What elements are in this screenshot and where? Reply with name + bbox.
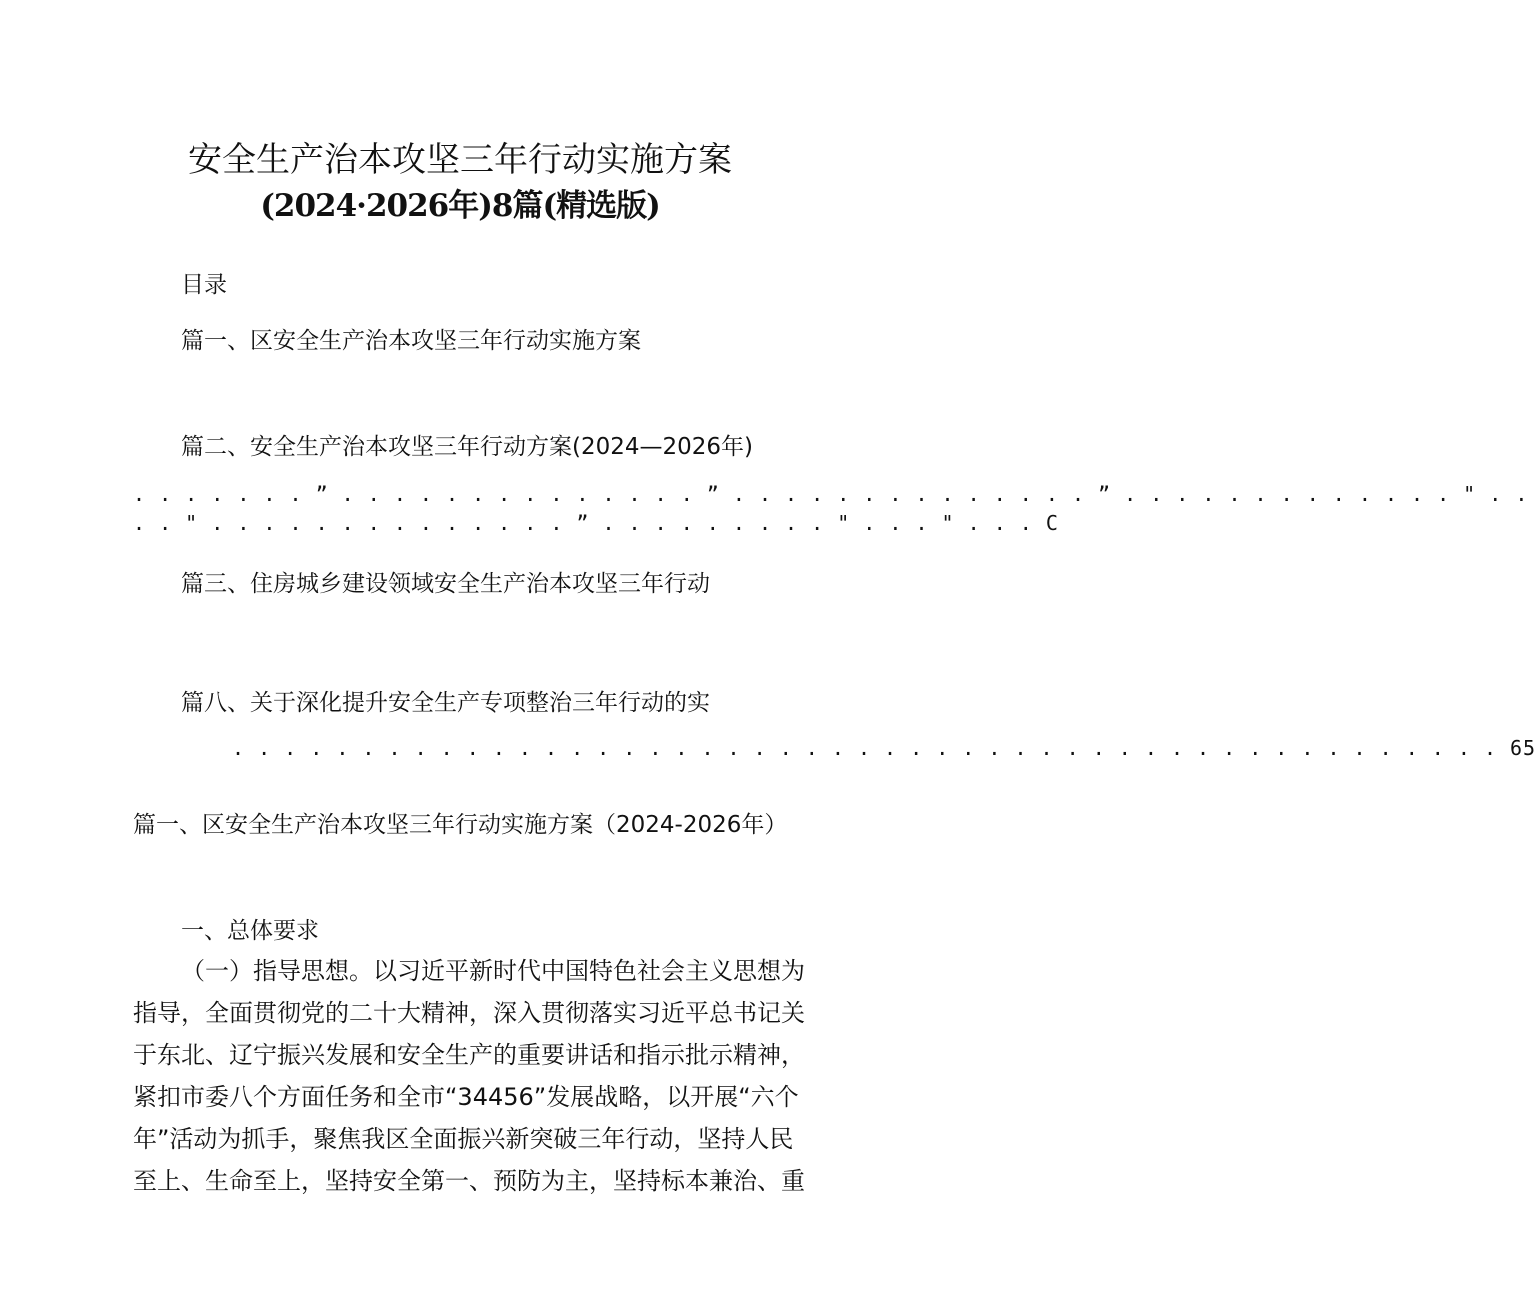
- toc-item-3[interactable]: 篇三、住房城乡建设领域安全生产治本攻坚三年行动: [181, 571, 710, 597]
- section-subheading: 一、总体要求: [181, 918, 319, 944]
- paragraph-line: 紧扣市委八个方面任务和全市“34456”发展战略，以开展“六个: [133, 1083, 799, 1111]
- toc-leader-dots-page-number: . . . . . . . . . . . . . . . . . . . . . . . . . . . . . . . . . . . . . . . . . . . . . . . . . 65: [232, 736, 1536, 760]
- toc-heading: 目录: [181, 272, 227, 298]
- toc-item-2[interactable]: 篇二、安全生产治本攻坚三年行动方案(2024—2026年): [181, 434, 754, 460]
- paragraph-line: 指导，全面贯彻党的二十大精神，深入贯彻落实习近平总书记关: [133, 999, 805, 1027]
- toc-leader-dots: . . " . . . . . . . . . . . . . . ” . . . . . . . . . " . . . " . . . C: [133, 511, 1059, 535]
- toc-item-1[interactable]: 篇一、区安全生产治本攻坚三年行动实施方案: [181, 328, 641, 354]
- paragraph-line: 至上、生命至上，坚持安全第一、预防为主，坚持标本兼治、重: [133, 1167, 805, 1195]
- section-title: 篇一、区安全生产治本攻坚三年行动实施方案（2024-2026年）: [133, 812, 788, 838]
- paragraph-line: 于东北、辽宁振兴发展和安全生产的重要讲话和指示批示精神，: [133, 1041, 805, 1069]
- paragraph-line: 年”活动为抓手，聚焦我区全面振兴新突破三年行动，坚持人民: [133, 1125, 794, 1153]
- paragraph-line: （一）指导思想。以习近平新时代中国特色社会主义思想为: [181, 957, 805, 985]
- toc-item-8[interactable]: 篇八、关于深化提升安全生产专项整治三年行动的实: [181, 690, 710, 716]
- body-paragraph: [133, 950, 805, 1202]
- toc-leader-dots: . . . . . . . ” . . . . . . . . . . . . . . ” . . . . . . . . . . . . . . ” . . . . . . . . . . . . . " . .: [133, 482, 1529, 506]
- document-title-line-1: 安全生产治本攻坚三年行动实施方案: [188, 140, 732, 180]
- document-title-line-2: (2024·2026年)8篇(精选版): [260, 188, 660, 224]
